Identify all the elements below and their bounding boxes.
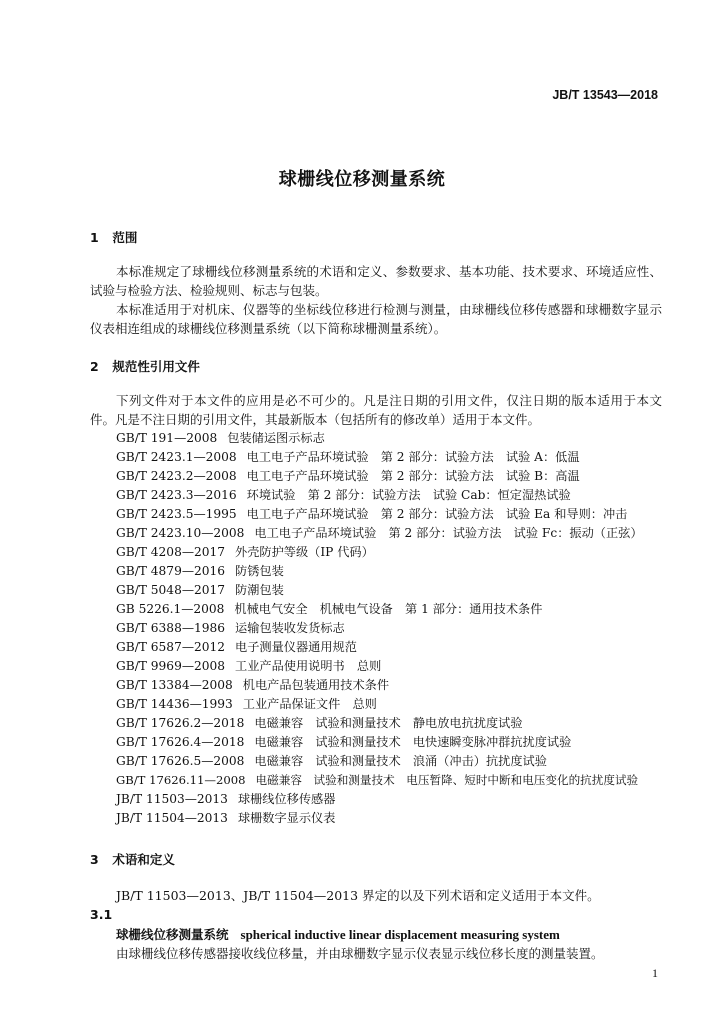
reference-title: 电工电子产品环境试验 第 2 部分：试验方法 试验 B：高温	[246, 469, 580, 483]
reference-item	[116, 448, 580, 467]
reference-code: GB/T 5048—2017	[116, 583, 226, 597]
reference-code: GB/T 191—2008	[116, 431, 218, 445]
reference-item	[116, 695, 377, 714]
reference-code: GB/T 2423.1—2008	[116, 450, 237, 464]
reference-item	[116, 714, 523, 733]
terms-intro-paragraph: JB/T 11503—2013、JB/T 11504—2013 界定的以及下列术语和定义适用于本文件。	[116, 888, 600, 903]
reference-title: 电工电子产品环境试验 第 2 部分：试验方法 试验 Ea 和导则：冲击	[246, 507, 628, 521]
reference-item	[116, 790, 335, 809]
reference-title: 球栅数字显示仪表	[237, 811, 336, 825]
reference-item	[116, 619, 345, 638]
reference-title: 机械电气安全 机械电气设备 第 1 部分：通用技术条件	[234, 602, 543, 616]
reference-item	[116, 543, 374, 562]
reference-code: GB/T 6587—2012	[116, 640, 226, 654]
reference-code: GB/T 9969—2008	[116, 659, 226, 673]
section-number: 2	[90, 359, 99, 374]
reference-title: 环境试验 第 2 部分：试验方法 试验 Cab：恒定湿热试验	[246, 488, 571, 502]
reference-title: 电磁兼容 试验和测量技术 电压暂降、短时中断和电压变化的抗扰度试验	[255, 773, 639, 787]
reference-item	[116, 638, 357, 657]
reference-title: 电磁兼容 试验和测量技术 静电放电抗扰度试验	[254, 716, 523, 730]
section-heading-normative-references	[90, 357, 200, 375]
reference-code: GB/T 2423.10—2008	[116, 526, 245, 540]
reference-title: 外壳防护等级（IP 代码）	[235, 545, 374, 559]
section-title: 术语和定义	[112, 852, 175, 867]
reference-code: GB/T 14436—1993	[116, 697, 233, 711]
term-english: spherical inductive linear displacement measuring system	[240, 927, 560, 942]
reference-title: 防潮包装	[235, 583, 284, 597]
reference-title: 防锈包装	[235, 564, 284, 578]
reference-item	[116, 505, 627, 524]
reference-code: GB/T 17626.11—2008	[116, 773, 246, 787]
reference-code: GB/T 13384—2008	[116, 678, 233, 692]
reference-item	[116, 657, 381, 676]
section-title: 范围	[112, 230, 138, 245]
reference-item	[116, 429, 325, 448]
reference-item	[116, 600, 542, 619]
reference-item	[116, 562, 284, 581]
term-chinese: 球栅线位移测量系统	[116, 927, 229, 942]
reference-item	[116, 676, 389, 695]
reference-item	[116, 467, 580, 486]
reference-title: 运输包装收发货标志	[235, 621, 345, 635]
reference-code: GB/T 6388—1986	[116, 621, 226, 635]
scope-paragraph-2: 本标准适用于对机床、仪器等的坐标线位移进行检测与测量，由球栅线位移传感器和球栅数字显示仪表相连组成的球栅线位移测量系统（以下简称球栅测量系统）。	[90, 302, 662, 336]
reference-title: 电工电子产品环境试验 第 2 部分：试验方法 试验 Fc：振动（正弦）	[254, 526, 643, 540]
reference-code: GB/T 17626.2—2018	[116, 716, 245, 730]
reference-code: GB/T 17626.5—2008	[116, 754, 245, 768]
reference-code: JB/T 11503—2013	[116, 792, 228, 806]
reference-code: GB/T 4879—2016	[116, 564, 226, 578]
reference-item	[116, 733, 571, 752]
normative-intro-paragraph: 下列文件对于本文件的应用是必不可少的。凡是注日期的引用文件，仅注日期的版本适用于本文件。凡是不注日期的引用文件，其最新版本（包括所有的修改单）适用于本文件。	[90, 393, 662, 427]
reference-code: GB/T 2423.2—2008	[116, 469, 237, 483]
reference-item	[116, 809, 335, 828]
reference-item	[116, 771, 638, 790]
scope-paragraph-1: 本标准规定了球栅线位移测量系统的术语和定义、参数要求、基本功能、技术要求、环境适应性、试验与检验方法、检验规则、标志与包装。	[90, 264, 662, 298]
reference-code: GB/T 2423.3—2016	[116, 488, 237, 502]
reference-item	[116, 752, 547, 771]
section-heading-scope	[90, 228, 137, 246]
reference-code: GB/T 4208—2017	[116, 545, 226, 559]
reference-title: 工业产品使用说明书 总则	[235, 659, 382, 673]
section-number: 1	[90, 230, 99, 245]
reference-code: GB/T 2423.5—1995	[116, 507, 237, 521]
reference-item	[116, 524, 643, 543]
reference-title: 球栅线位移传感器	[237, 792, 336, 806]
section-title: 规范性引用文件	[112, 359, 200, 374]
document-title: 球栅线位移测量系统	[278, 169, 446, 190]
reference-code: JB/T 11504—2013	[116, 811, 228, 825]
section-heading-terms-definitions	[90, 850, 175, 868]
term-definition: 由球栅线位移传感器接收线位移量，并由球栅数字显示仪表显示线位移长度的测量装置。	[116, 946, 604, 961]
reference-item	[116, 581, 284, 600]
reference-title: 工业产品保证文件 总则	[242, 697, 377, 711]
reference-code: GB 5226.1—2008	[116, 602, 225, 616]
section-number: 3	[90, 852, 99, 867]
reference-title: 电工电子产品环境试验 第 2 部分：试验方法 试验 A：低温	[246, 450, 580, 464]
document-code: JB/T 13543—2018	[552, 88, 658, 102]
clause-number: 3.1	[90, 907, 113, 922]
reference-title: 包装储运图示标志	[227, 431, 325, 445]
reference-title: 电磁兼容 试验和测量技术 浪涌（冲击）抗扰度试验	[254, 754, 547, 768]
page-number: 1	[652, 966, 658, 980]
reference-item	[116, 486, 571, 505]
reference-title: 电磁兼容 试验和测量技术 电快速瞬变脉冲群抗扰度试验	[254, 735, 572, 749]
reference-code: GB/T 17626.4—2018	[116, 735, 245, 749]
reference-title: 机电产品包装通用技术条件	[242, 678, 390, 692]
term-entry	[116, 925, 560, 943]
reference-title: 电子测量仪器通用规范	[235, 640, 357, 654]
